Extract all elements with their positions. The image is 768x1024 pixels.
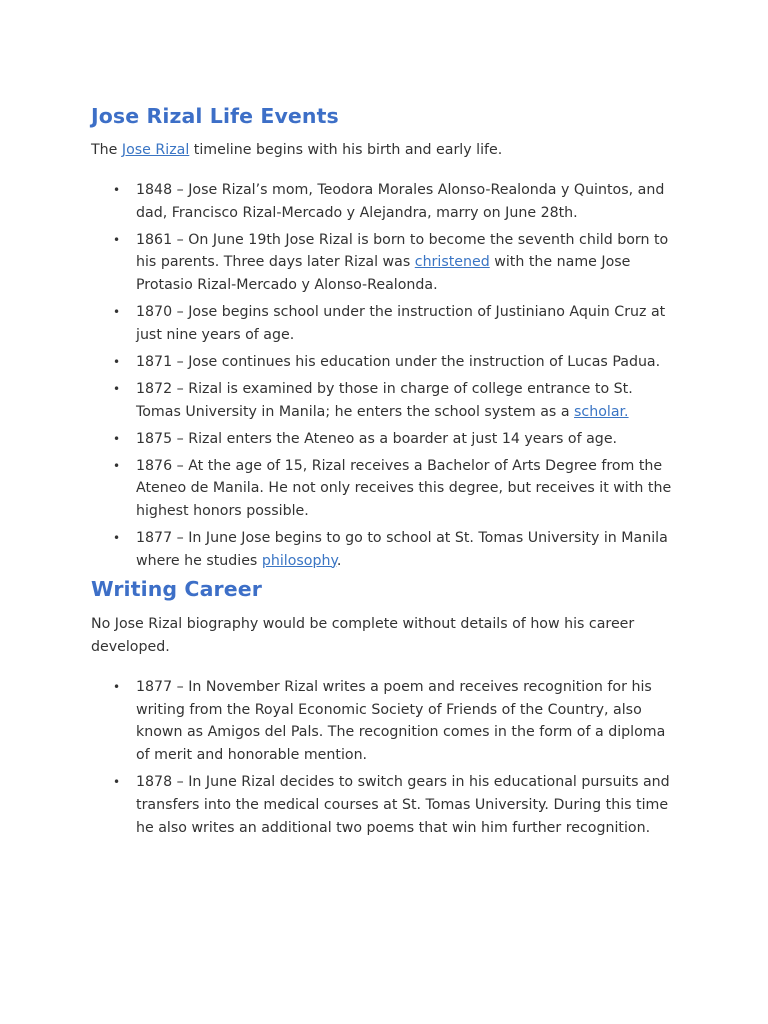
list-item: [91, 771, 681, 839]
list-item-text-before: 1877 – In June Jose begins to go to school at St. Tomas University in Manila where he studies: [136, 529, 668, 569]
bullet-icon: •: [113, 530, 121, 545]
list-item-text: 1848 – Jose Rizal’s mom, Teodora Morales Alonso-Realonda y Quintos, and dad, Francisco Rizal-Mercado y Alejandra, marry on June 28th.: [136, 182, 665, 221]
scholar-link[interactable]: scholar.: [574, 403, 629, 420]
list-item: [91, 455, 681, 523]
intro-text-after: timeline begins with his birth and early life.: [189, 142, 503, 158]
philosophy-link[interactable]: philosophy: [261, 552, 337, 569]
writing-career-list: [91, 676, 681, 844]
intro-text-before: The: [91, 142, 122, 158]
list-item-text: 1876 – At the age of 15, Rizal receives a Bachelor of Arts Degree from the Ateneo de Manila. He not only receives this degree, but receives it with the highest honors possible.: [136, 457, 672, 519]
jose-rizal-link[interactable]: Jose Rizal: [121, 142, 190, 158]
list-item-text: 1878 – In June Rizal decides to switch gears in his educational pursuits and transfers into the medical courses at St. Tomas University. During this time he also writes an additional two poems that win him further recognition.: [136, 774, 670, 836]
list-item: [91, 301, 681, 346]
life-events-list: [91, 179, 681, 577]
list-item: [91, 378, 681, 423]
section-heading-life-events: Jose Rizal Life Events: [91, 104, 339, 128]
list-item-text-after: .: [336, 552, 342, 569]
list-item-text-after: with the name Jose Protasio Rizal-Mercado y Alonso-Realonda.: [136, 254, 631, 294]
bullet-icon: •: [113, 431, 121, 446]
intro-paragraph: [91, 139, 661, 162]
bullet-icon: •: [113, 183, 121, 197]
bullet-icon: •: [113, 775, 121, 790]
bullet-icon: •: [113, 232, 121, 247]
bullet-icon: •: [113, 305, 121, 320]
list-item-text: 1871 – Jose continues his education under the instruction of Lucas Padua.: [136, 353, 661, 370]
list-item: [91, 179, 681, 224]
bullet-icon: •: [113, 680, 121, 694]
list-item-text-before: 1872 – Rizal is examined by those in charge of college entrance to St. Tomas University in Manila; he enters the school system as a: [136, 380, 633, 420]
christened-link[interactable]: christened: [414, 254, 490, 271]
bullet-icon: •: [113, 381, 121, 396]
bullet-icon: •: [113, 458, 121, 473]
list-item-text: 1877 – In November Rizal writes a poem and receives recognition for his writing from the Royal Economic Society of Friends of the Country, also known as Amigos del Pals. The recognition comes in the form of a diploma of merit and honorable mention.: [136, 679, 666, 764]
writing-intro-paragraph: No Jose Rizal biography would be complete without details of how his career developed.: [91, 616, 635, 655]
list-item: [91, 428, 681, 451]
list-item: [91, 351, 681, 374]
list-item: [91, 527, 681, 572]
list-item: [91, 676, 681, 767]
list-item-text: 1870 – Jose begins school under the instruction of Justiniano Aquin Cruz at just nine years of age.: [136, 304, 666, 343]
list-item-text-before: 1861 – On June 19th Jose Rizal is born to become the seventh child born to his parents. Three days later Rizal was: [136, 231, 669, 271]
bullet-icon: •: [113, 354, 121, 369]
section-heading-writing-career: Writing Career: [91, 577, 262, 601]
list-item: [91, 229, 681, 297]
list-item-text: 1875 – Rizal enters the Ateneo as a boarder at just 14 years of age.: [136, 430, 618, 447]
